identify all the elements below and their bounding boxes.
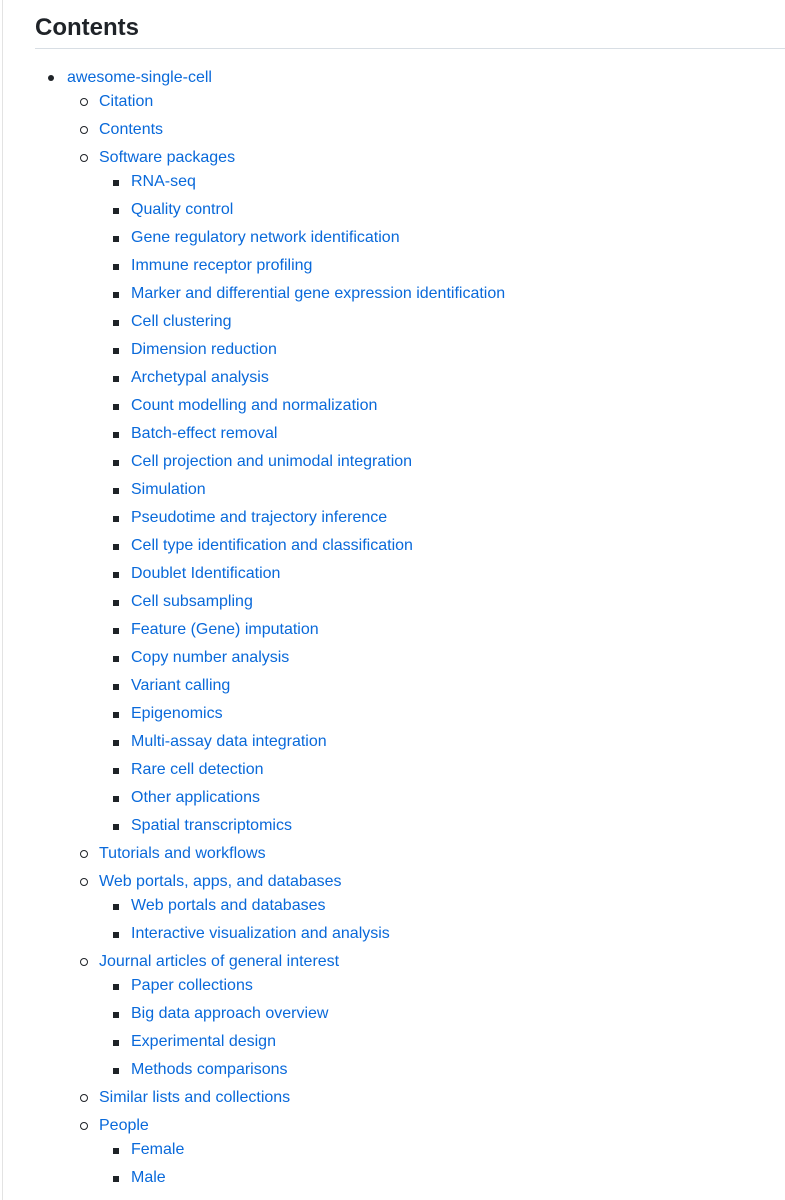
toc-link-people[interactable]: People: [99, 1117, 149, 1134]
bullet-square-icon: [113, 516, 119, 522]
toc-link-immune-receptor-profiling[interactable]: Immune receptor profiling: [131, 257, 313, 274]
toc-link-pseudotime[interactable]: Pseudotime and trajectory inference: [131, 509, 388, 526]
toc-item-paper-collections: [131, 974, 767, 998]
bullet-square-icon: [113, 628, 119, 634]
bullet-circle-icon: [80, 98, 88, 106]
bullet-square-icon: [113, 1176, 119, 1182]
toc-link-cell-clustering[interactable]: Cell clustering: [131, 313, 232, 330]
page-heading: Contents: [35, 14, 139, 41]
toc-link-tutorials[interactable]: Tutorials and workflows: [99, 845, 266, 862]
toc-link-feature-imputation[interactable]: Feature (Gene) imputation: [131, 621, 319, 638]
toc-link-web-portals-databases[interactable]: Web portals and databases: [131, 897, 326, 914]
toc-link-rna-seq[interactable]: RNA-seq: [131, 173, 196, 190]
toc-link-paper-collections[interactable]: Paper collections: [131, 977, 253, 994]
toc-link-spatial-transcriptomics[interactable]: Spatial transcriptomics: [131, 817, 292, 834]
toc-item-marker-differential-expression: [131, 282, 767, 306]
toc-link-interactive-visualization[interactable]: Interactive visualization and analysis: [131, 925, 390, 942]
bullet-square-icon: [113, 712, 119, 718]
toc-link-experimental-design[interactable]: Experimental design: [131, 1033, 276, 1050]
bullet-circle-icon: [80, 126, 88, 134]
toc-item-simulation: [131, 478, 767, 502]
toc-item-web-portals-databases: [131, 894, 767, 918]
toc-item-methods-comparisons: [131, 1058, 767, 1082]
bullet-square-icon: [113, 796, 119, 802]
bullet-square-icon: [113, 600, 119, 606]
bullet-square-icon: [113, 320, 119, 326]
toc-link-copy-number-analysis[interactable]: Copy number analysis: [131, 649, 290, 666]
left-border: [2, 0, 3, 1200]
toc-item-copy-number-analysis: [131, 646, 767, 670]
bullet-square-icon: [113, 1012, 119, 1018]
toc-item-gene-regulatory-network: [131, 226, 767, 250]
toc-link-marker-differential-expression[interactable]: Marker and differential gene expression identification: [131, 285, 506, 302]
bullet-square-icon: [113, 460, 119, 466]
toc-item-quality-control: [131, 198, 767, 222]
toc-link-gene-regulatory-network[interactable]: Gene regulatory network identification: [131, 229, 400, 246]
toc-item-other-applications: [131, 786, 767, 810]
bullet-square-icon: [113, 1148, 119, 1154]
toc-item-male: [131, 1166, 767, 1190]
bullet-square-icon: [113, 824, 119, 830]
bullet-disc-icon: [48, 75, 54, 81]
toc-link-cell-subsampling[interactable]: Cell subsampling: [131, 593, 253, 610]
toc-sublist-web-portals: [99, 894, 767, 946]
toc-item-dimension-reduction: [131, 338, 767, 362]
table-of-contents: [67, 66, 767, 1190]
toc-item-people: [99, 1114, 767, 1190]
toc-link-male[interactable]: Male: [131, 1169, 166, 1186]
bullet-square-icon: [113, 904, 119, 910]
toc-item-count-modelling: [131, 394, 767, 418]
toc-link-variant-calling[interactable]: Variant calling: [131, 677, 231, 694]
bullet-square-icon: [113, 740, 119, 746]
toc-link-citation[interactable]: Citation: [99, 93, 154, 110]
bullet-square-icon: [113, 932, 119, 938]
toc-link-count-modelling[interactable]: Count modelling and normalization: [131, 397, 378, 414]
toc-item-epigenomics: [131, 702, 767, 726]
heading-divider: [35, 48, 785, 49]
bullet-square-icon: [113, 488, 119, 494]
toc-item-similar-lists: [99, 1086, 767, 1110]
bullet-square-icon: [113, 376, 119, 382]
toc-link-other-applications[interactable]: Other applications: [131, 789, 260, 806]
bullet-square-icon: [113, 1068, 119, 1074]
bullet-circle-icon: [80, 958, 88, 966]
toc-link-batch-effect-removal[interactable]: Batch-effect removal: [131, 425, 278, 442]
bullet-square-icon: [113, 180, 119, 186]
toc-sublist-journal-articles: [99, 974, 767, 1082]
toc-sublist-root: [67, 90, 767, 1190]
toc-item-immune-receptor-profiling: [131, 254, 767, 278]
toc-link-dimension-reduction[interactable]: Dimension reduction: [131, 341, 277, 358]
toc-item-interactive-visualization: [131, 922, 767, 946]
toc-link-simulation[interactable]: Simulation: [131, 481, 206, 498]
toc-link-multi-assay-integration[interactable]: Multi-assay data integration: [131, 733, 327, 750]
toc-item-experimental-design: [131, 1030, 767, 1054]
toc-link-methods-comparisons[interactable]: Methods comparisons: [131, 1061, 288, 1078]
toc-item-batch-effect-removal: [131, 422, 767, 446]
toc-link-big-data-overview[interactable]: Big data approach overview: [131, 1005, 329, 1022]
toc-item-tutorials: [99, 842, 767, 866]
bullet-square-icon: [113, 208, 119, 214]
toc-link-web-portals[interactable]: Web portals, apps, and databases: [99, 873, 342, 890]
toc-item-pseudotime: [131, 506, 767, 530]
toc-item-software-packages: [99, 146, 767, 838]
bullet-square-icon: [113, 684, 119, 690]
toc-item-variant-calling: [131, 674, 767, 698]
toc-item-female: [131, 1138, 767, 1162]
bullet-circle-icon: [80, 1094, 88, 1102]
toc-item-spatial-transcriptomics: [131, 814, 767, 838]
bullet-circle-icon: [80, 1122, 88, 1130]
toc-item-citation: [99, 90, 767, 114]
toc-link-quality-control[interactable]: Quality control: [131, 201, 234, 218]
toc-item-multi-assay-integration: [131, 730, 767, 754]
toc-link-female[interactable]: Female: [131, 1141, 185, 1158]
toc-sublist-software-packages: [99, 170, 767, 838]
bullet-square-icon: [113, 768, 119, 774]
toc-item-contents: [99, 118, 767, 142]
toc-link-rare-cell-detection[interactable]: Rare cell detection: [131, 761, 264, 778]
bullet-square-icon: [113, 292, 119, 298]
bullet-circle-icon: [80, 850, 88, 858]
bullet-circle-icon: [80, 154, 88, 162]
bullet-square-icon: [113, 984, 119, 990]
toc-item-feature-imputation: [131, 618, 767, 642]
toc-link-journal-articles[interactable]: Journal articles of general interest: [99, 953, 340, 970]
bullet-square-icon: [113, 544, 119, 550]
toc-link-archetypal-analysis[interactable]: Archetypal analysis: [131, 369, 269, 386]
toc-item-doublet-identification: [131, 562, 767, 586]
bullet-square-icon: [113, 264, 119, 270]
toc-link-doublet-identification[interactable]: Doublet Identification: [131, 565, 281, 582]
toc-item-root: [67, 66, 767, 1190]
bullet-square-icon: [113, 572, 119, 578]
bullet-square-icon: [113, 656, 119, 662]
bullet-square-icon: [113, 348, 119, 354]
bullet-square-icon: [113, 432, 119, 438]
bullet-circle-icon: [80, 878, 88, 886]
toc-link-cell-projection[interactable]: Cell projection and unimodal integration: [131, 453, 413, 470]
toc-item-rna-seq: [131, 170, 767, 194]
toc-link-cell-type-identification[interactable]: Cell type identification and classification: [131, 537, 413, 554]
toc-item-web-portals: [99, 870, 767, 946]
toc-item-archetypal-analysis: [131, 366, 767, 390]
toc-link-contents[interactable]: Contents: [99, 121, 164, 138]
toc-item-cell-type-identification: [131, 534, 767, 558]
bullet-square-icon: [113, 404, 119, 410]
toc-item-big-data-overview: [131, 1002, 767, 1026]
toc-sublist-people: [99, 1138, 767, 1190]
toc-link-software-packages[interactable]: Software packages: [99, 149, 236, 166]
toc-item-journal-articles: [99, 950, 767, 1082]
toc-link-similar-lists[interactable]: Similar lists and collections: [99, 1089, 291, 1106]
toc-item-cell-clustering: [131, 310, 767, 334]
bullet-square-icon: [113, 1040, 119, 1046]
toc-item-cell-subsampling: [131, 590, 767, 614]
toc-item-rare-cell-detection: [131, 758, 767, 782]
bullet-square-icon: [113, 236, 119, 242]
toc-link-awesome-single-cell[interactable]: awesome-single-cell: [67, 69, 212, 86]
toc-item-cell-projection: [131, 450, 767, 474]
toc-link-epigenomics[interactable]: Epigenomics: [131, 705, 223, 722]
